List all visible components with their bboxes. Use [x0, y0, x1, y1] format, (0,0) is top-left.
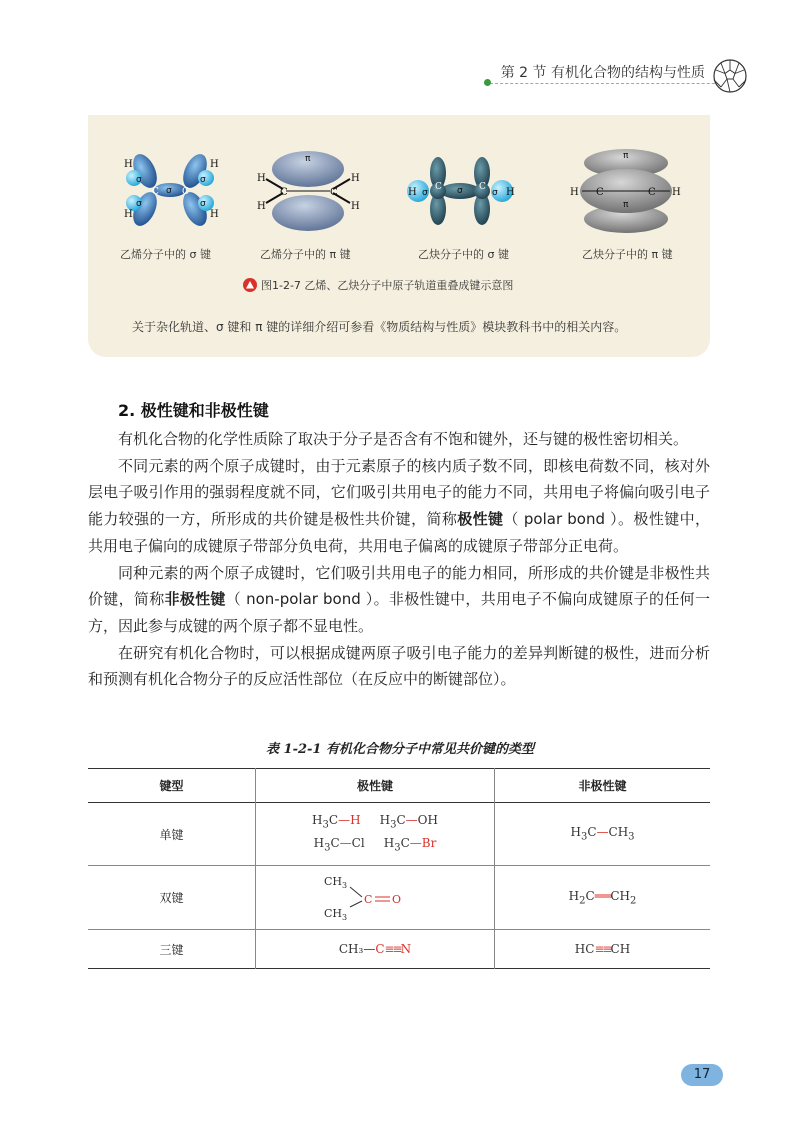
polar-single-bond-examples: $H_3C—H$ $H_3C—OH$ $H_3C—Cl$ $H_3C—Br$ [256, 803, 495, 866]
caption-acetylene-pi: 乙炔分子中的 π 键 [582, 248, 673, 261]
svg-text:H: H [672, 187, 681, 198]
svg-text:H: H [570, 187, 579, 198]
nonpolar-double-bond-example: $H_2C═══CH_2$ [495, 866, 711, 930]
svg-text:H: H [351, 201, 360, 212]
figure-box [88, 115, 710, 357]
svg-text:H: H [210, 159, 219, 170]
svg-text:σ: σ [492, 188, 498, 198]
svg-text:C: C [330, 187, 338, 198]
svg-text:σ: σ [136, 199, 142, 209]
caption-ethylene-pi: 乙烯分子中的 π 键 [260, 248, 351, 261]
svg-text:π: π [623, 151, 629, 161]
svg-text:σ: σ [457, 186, 463, 196]
figure-title-text: 图1-2-7 乙烯、乙炔分子中原子轨道重叠成键示意图 [261, 279, 514, 292]
svg-text:C: C [479, 182, 486, 192]
svg-text:O: O [392, 893, 402, 906]
table-title: 表 1-2-1 有机化合物分子中常见共价键的类型 [266, 742, 534, 757]
table-row [88, 866, 710, 930]
svg-text:H: H [124, 209, 133, 220]
svg-text:C: C [435, 182, 442, 192]
svg-text:C: C [152, 187, 159, 197]
header-bond-type: 键型 [159, 779, 184, 793]
svg-text:σ: σ [200, 199, 206, 209]
svg-text:C: C [648, 187, 656, 198]
svg-text:H: H [408, 187, 417, 198]
term-nonpolar-bond: 非极性键 [164, 590, 226, 609]
svg-text:σ: σ [136, 175, 142, 185]
figure-title [243, 277, 513, 293]
body-text [88, 426, 710, 693]
row-label: 双键 [159, 891, 184, 905]
svg-text:H: H [351, 173, 360, 184]
row-label: 单键 [159, 827, 184, 842]
nonpolar-triple-bond-example: HC≡≡CH [495, 930, 711, 969]
nonpolar-single-bond-example: $H_3C—CH_3$ [495, 803, 711, 866]
paragraph: 同种元素的两个原子成键时，它们吸引共用电子的能力相同，所形成的共价键是非极性共价键，简称非极性键（ non-polar bond ）。非极性键中，共用电子不偏向成键原子的任何一方，因此参与成键的两个原子都不显电性。 [88, 563, 710, 635]
acetylene-pi-bond-diagram [566, 145, 686, 235]
paragraph: 不同元素的两个原子成键时，由于元素原子的核内质子数不同，即核电荷数不同，核对外层电子吸引作用的强弱程度就不同，它们吸引共用电子的能力不同，共用电子将偏向吸引电子能力较强的一方，所形成的共价键是极性共价键，简称极性键（ polar bond ）。极性键中，共用电子偏向的成键原子带部分负电荷，共用电子偏离的成键原子带部分正电荷。 [88, 456, 710, 555]
paragraph: 有机化合物的化学性质除了取决于分子是否含有不饱和键外，还与键的极性密切相关。 [118, 430, 689, 448]
svg-text:C: C [364, 893, 373, 906]
ethylene-sigma-bond-diagram [110, 145, 230, 235]
figure-note: 关于杂化轨道、σ 键和 π 键的详细介绍可参看《物质结构与性质》模块教科书中的相关内容。 [132, 320, 627, 334]
page-number: 17 [681, 1064, 723, 1086]
polar-triple-bond-example: CH₃—C≡≡N [256, 930, 495, 969]
svg-text:C: C [596, 187, 604, 198]
svg-text:H: H [257, 173, 266, 184]
caption-ethylene-sigma: 乙烯分子中的 σ 键 [120, 248, 211, 261]
polar-double-bond-example [256, 866, 495, 930]
term-polar-bond: 极性键 [457, 510, 504, 529]
svg-text:π: π [623, 200, 629, 210]
svg-text:H: H [506, 187, 515, 198]
ethylene-pi-bond-diagram [248, 145, 368, 235]
svg-text:C: C [280, 187, 288, 198]
section-heading: 2. 极性键和非极性键 [118, 401, 269, 420]
svg-text:CH3: $CH_3$ [324, 907, 348, 921]
row-label: 三键 [159, 942, 184, 957]
paragraph: 在研究有机化合物时，可以根据成键两原子吸引电子能力的差异判断键的极性，进而分析和预测有机化合物分子的反应活性部位（在反应中的断键部位）。 [88, 643, 710, 689]
header-divider [490, 83, 745, 84]
acetone-structure [320, 871, 430, 921]
page-header [0, 0, 800, 100]
svg-text:CH3: $CH_3$ [324, 875, 348, 890]
section-running-title: 第 2 节 有机化合物的结构与性质 [500, 65, 705, 81]
table-header-row [88, 769, 710, 803]
acetylene-sigma-bond-diagram [400, 145, 520, 235]
svg-text:π: π [305, 154, 311, 164]
header-dot [484, 79, 491, 86]
svg-text:σ: σ [200, 175, 206, 185]
figure-marker-icon [243, 278, 257, 292]
table-row [88, 803, 710, 866]
header-polar-bond: 极性键 [256, 769, 495, 803]
header-nonpolar-bond: 非极性键 [495, 769, 711, 803]
svg-text:σ: σ [422, 188, 428, 198]
svg-text:σ: σ [166, 186, 172, 196]
caption-acetylene-sigma: 乙炔分子中的 σ 键 [418, 248, 509, 261]
svg-text:H: H [124, 159, 133, 170]
bond-types-table [88, 768, 710, 969]
svg-text:H: H [210, 209, 219, 220]
fullerene-icon [712, 58, 748, 94]
svg-text:H: H [257, 201, 266, 212]
svg-text:C: C [182, 187, 189, 197]
table-row [88, 930, 710, 969]
